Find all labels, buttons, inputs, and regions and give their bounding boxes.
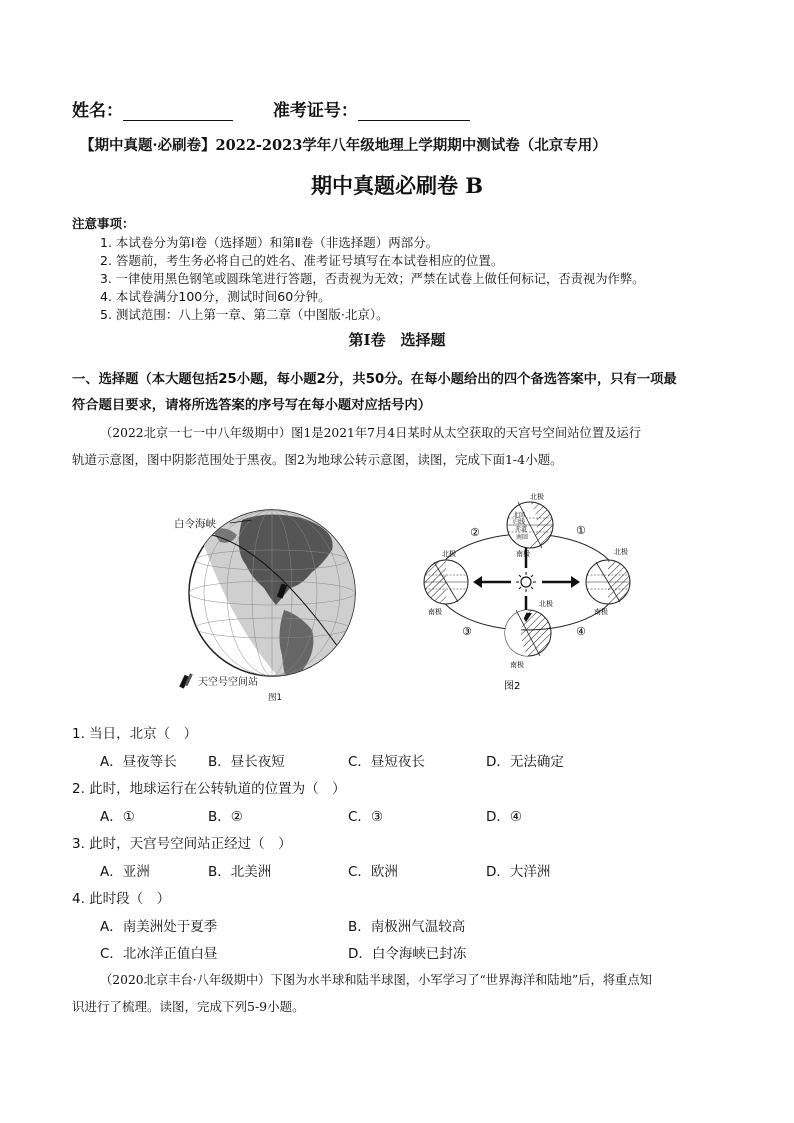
group2-intro-line2: 识进行了梳理。读图，完成下列5-9小题。: [72, 999, 305, 1014]
group2-intro-line1: （2020北京丰台·八年级期中）下图为水半球和陆半球图，小军学习了“世界海洋和陆地”后，将重点知: [100, 973, 652, 987]
notice-heading: 注意事项：: [72, 216, 135, 231]
q2-option-c[interactable]: C．③: [348, 809, 384, 825]
label-south-pole-left: 南极: [428, 608, 442, 616]
name-field-row: [72, 96, 470, 121]
sun-icon: [516, 572, 536, 592]
q3-option-c[interactable]: C．欧洲: [348, 864, 398, 880]
q1-option-d[interactable]: D．无法确定: [486, 754, 564, 770]
q1-option-a[interactable]: A．昼夜等长: [100, 754, 177, 770]
notice-item-1: 1. 本试卷分为第Ⅰ卷（选择题）和第Ⅱ卷（非选择题）两部分。: [100, 235, 439, 250]
q3-option-a[interactable]: A．亚洲: [100, 864, 150, 880]
q4-option-d[interactable]: D．白令海峡已封冻: [348, 946, 467, 962]
label-bering-strait: 白令海峡: [174, 518, 216, 530]
question-2-stem: 2. 此时，地球运行在公转轨道的位置为（ ）: [72, 781, 346, 797]
station-legend-icon: [179, 673, 193, 688]
group1-intro-line1: （2022北京一七一中八年级期中）图1是2021年7月4日某时从太空获取的天宫号空间站位置及运行: [100, 426, 642, 440]
label-space-station: 天空号空间站: [198, 677, 258, 688]
exam-number-label: 准考证号：: [272, 101, 358, 121]
orbit-position-2: ②: [470, 526, 480, 539]
paper-title: 期中真题必刷卷 B: [310, 173, 484, 198]
figure1-globe: [172, 490, 372, 705]
notice-item-5: 5. 测试范围：八上第一章、第二章（中图版·北京）。: [100, 307, 389, 322]
figure2-revolution: [418, 490, 640, 695]
question-3-stem: 3. 此时，天宫号空间站正经过（ ）: [72, 836, 292, 852]
exam-number-blank[interactable]: [358, 102, 470, 121]
label-south-pole-right: 南极: [594, 608, 608, 616]
q3-option-d[interactable]: D．大洋洲: [486, 864, 551, 880]
earth-left: [424, 560, 468, 604]
label-south-pole-top: 南极: [516, 550, 530, 558]
figure1-caption: 图1: [268, 693, 282, 703]
q2-option-a[interactable]: A．①: [100, 809, 135, 825]
label-north-pole-left: 北极: [442, 550, 456, 558]
q4-option-b[interactable]: B．南极洲气温较高: [348, 919, 466, 935]
figure2-caption: 图2: [504, 681, 521, 692]
q2-option-d[interactable]: D．④: [486, 809, 522, 825]
label-north-pole-right: 北极: [614, 548, 628, 556]
q4-option-a[interactable]: A．南美洲处于夏季: [100, 919, 218, 935]
group1-intro-line2: 轨道示意图，图中阴影范围处于黑夜。图2为地球公转示意图，读图，完成下面1-4小题。: [72, 452, 563, 467]
name-label: 姓名：: [72, 101, 123, 121]
label-south-pole-bottom: 南极: [510, 661, 524, 669]
earth-right: [586, 560, 630, 604]
earth-bottom: [505, 610, 551, 656]
question-1-stem: 1. 当日，北京（ ）: [72, 726, 198, 742]
earth-top: [507, 502, 553, 548]
name-blank[interactable]: [123, 102, 233, 121]
q3-option-b[interactable]: B．北美洲: [208, 864, 272, 880]
svg-text:赤道: 赤道: [515, 526, 528, 533]
svg-text:北回: 北回: [513, 512, 526, 519]
section-instruction-line1: 一、选择题（本大题包括25小题，每小题2分，共50分。在每小题给出的四个备选答案中，只有一项最: [72, 372, 677, 387]
orbit-position-1: ①: [576, 524, 586, 537]
svg-text:南回: 南回: [516, 534, 529, 541]
section-instruction-line2: 符合题目要求，请将所选答案的序号写在每小题对应括号内）: [72, 398, 432, 413]
notice-item-3: 3. 一律使用黑色钢笔或圆珠笔进行答题，否责视为无效；严禁在试卷上做任何标记，否责视为作弊。: [100, 272, 645, 286]
svg-text:归线: 归线: [513, 519, 526, 526]
q1-option-b[interactable]: B．昼长夜短: [208, 754, 285, 770]
series-title: 【期中真题·必刷卷】2022-2023学年八年级地理上学期期中测试卷（北京专用）: [80, 137, 607, 154]
notice-item-4: 4. 本试卷满分100分，测试时间60分钟。: [100, 289, 331, 304]
question-4-stem: 4. 此时段（ ）: [72, 891, 171, 907]
orbit-position-4: ④: [576, 625, 586, 638]
label-north-pole-top: 北极: [530, 493, 544, 501]
q1-option-c[interactable]: C．昼短夜长: [348, 754, 425, 770]
label-north-pole-bottom: 北极: [539, 600, 553, 608]
q2-option-b[interactable]: B．②: [208, 809, 243, 825]
orbit-position-3: ③: [462, 625, 472, 638]
section-title: 第Ⅰ卷 选择题: [348, 331, 446, 349]
notice-item-2: 2. 答题前，考生务必将自己的姓名、准考证号填写在本试卷相应的位置。: [100, 253, 504, 268]
q4-option-c[interactable]: C．北冰洋正值白昼: [100, 946, 218, 962]
